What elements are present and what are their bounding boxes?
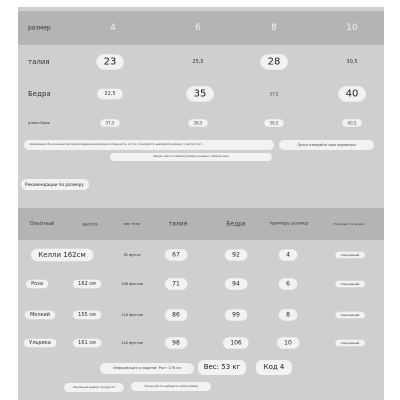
model-header-weight: вес тела [124,222,140,226]
model-code-value: Код 4 [256,360,292,375]
model-fit: подходящий [336,281,365,287]
model-height: 155 см [73,311,101,319]
row-label-hips: Бедра [28,90,51,98]
waist-size-6: 25,5 [192,59,204,65]
model-row-rosa [18,269,384,299]
model-header-hips: Бедра [226,220,246,228]
model-fit: подходящий [336,340,365,346]
model-size: 8 [279,310,297,321]
model-waist: 71 [165,279,187,290]
model-name: Ульрика [24,339,56,347]
waist-size-4: 23 [97,55,124,70]
model-row-kelly [18,240,384,270]
hips-size-4: 32,5 [97,89,122,99]
waist-size-8: 28 [261,55,288,70]
model-hips: 92 [225,250,247,261]
size-header-label: размер [28,24,51,32]
model-weight: 92 фунта [123,253,141,257]
length-size-4: 37,5 [101,120,120,127]
model-hips: 94 [225,279,247,290]
model-hips: 106 [223,338,248,349]
model-row-small [18,300,384,330]
model-height: 162 см [73,280,101,288]
choose-size-label: Пожалуйста, выберите свой размер [131,382,211,391]
length-size-6: 38,5 [189,120,208,127]
model-header-size: примерь размер [269,221,309,227]
model-size: 10 [277,338,299,349]
model-waist: 98 [165,338,187,349]
size-advice-note: Общие советы по выбору размера указаны в таблице ниже [110,153,272,161]
model-name: Мелкий [25,311,55,319]
model-name: Роза [26,280,48,288]
model-fit: подходящий [336,252,365,258]
model-size: 6 [279,279,297,290]
size-header-4: 4 [110,23,116,33]
hips-size-8: 37,5 [269,91,279,97]
length-size-10: 40,5 [343,120,362,127]
size-row-hips [18,79,384,109]
model-weight: 140 фунтов [121,341,143,345]
model-header-waist: талия [168,220,188,228]
model-waist: 86 [165,310,187,321]
hips-size-6: 35 [187,87,214,102]
model-info-label: Информация о модели: Рост 176 см [100,363,194,374]
size-header-10: 10 [346,23,358,33]
model-fit: подходящий [336,312,365,318]
model-header-fit: Подойдёт ли время [333,222,365,226]
size-row-waist [18,47,384,77]
model-name: Келли 162см [31,249,93,261]
size-header-6: 6 [195,23,201,33]
model-waist: 67 [165,250,187,261]
model-table-header [18,208,384,240]
model-weight-value: Вес: 53 кг [198,360,246,375]
measurement-note: примечание: Из-за разных методов измерения возможна погрешность 1-2 см, пожалуйста, выбирайте размер с учетом этого [24,140,274,150]
length-size-8: 39,5 [265,120,284,127]
size-chart-panel [18,7,384,400]
model-header-height: высота [82,221,98,227]
model-size: 4 [279,250,297,261]
size-header-8: 8 [271,23,277,33]
model-hips: 99 [225,310,247,321]
hips-size-10: 40 [339,87,366,102]
real-product-label: Реальный выбор продукта [64,383,124,392]
row-label-length: длина брюк [28,121,50,125]
model-row-ulrika [18,328,384,358]
size-table-header [18,11,384,45]
size-recommendation-button[interactable]: Рекомендации по размеру [21,179,89,190]
model-weight: 120 фунтов [121,313,143,317]
size-row-length [18,108,384,138]
waist-size-10: 30,5 [346,59,358,65]
model-weight: 106 фунтов [121,282,143,286]
model-height: 161 см [73,339,101,347]
model-header-experienced: Опытный [29,221,55,227]
measure-advice-note: Лучше измеряйте свои параметры [279,140,374,150]
row-label-waist: талия [28,58,50,66]
